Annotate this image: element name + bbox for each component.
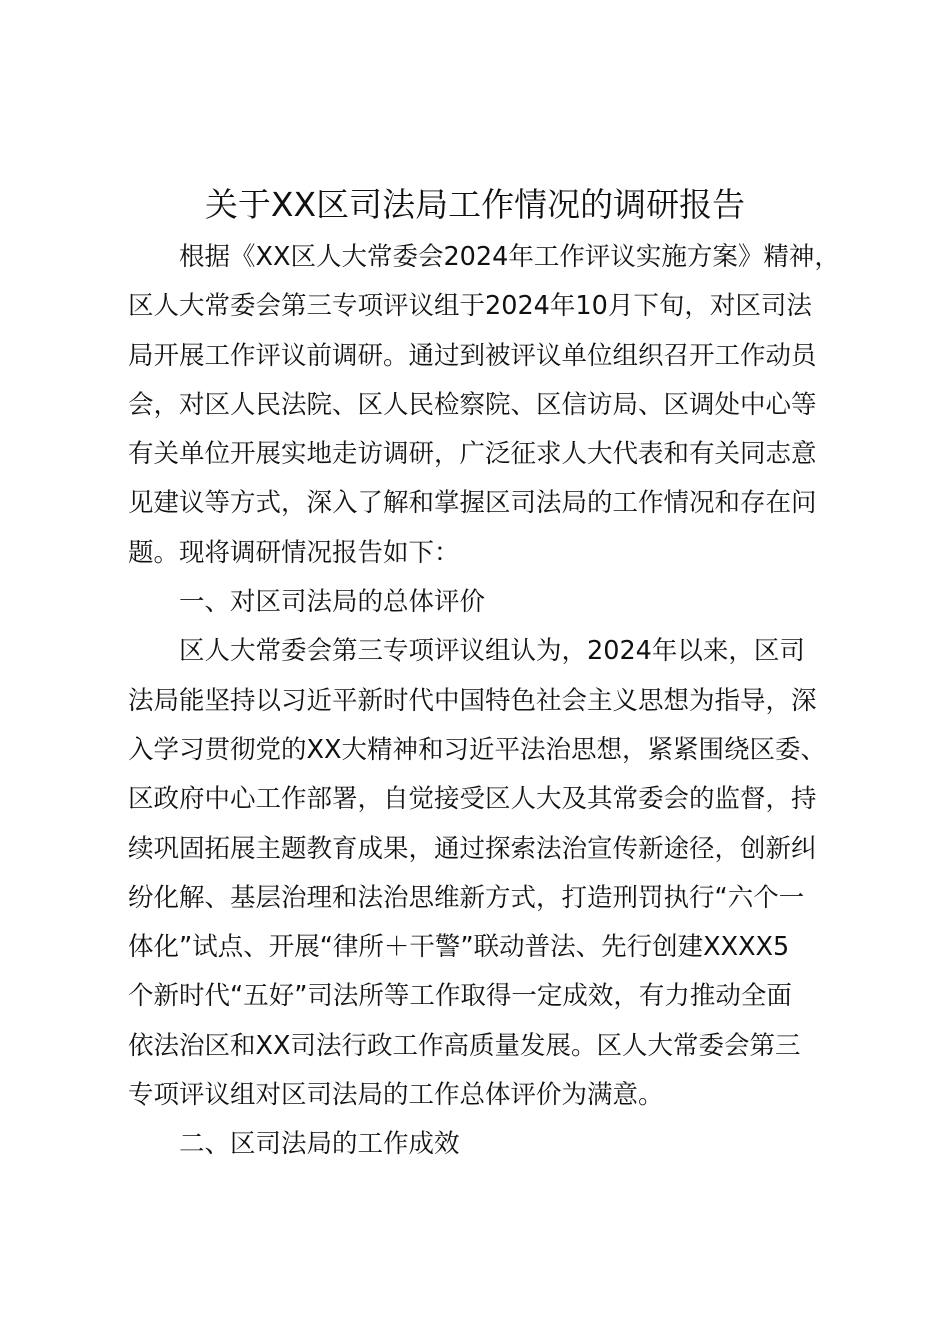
document-title: 关于XX区司法局工作情况的调研报告 (204, 185, 746, 224)
intro-line: 题。现将调研情况报告如下： (128, 537, 460, 568)
section-1-line: 法局能坚持以习近平新时代中国特色社会主义思想为指导，深 (128, 685, 817, 716)
section-1-line: 入学习贯彻党的XX大精神和习近平法治思想，紧紧围绕区委、 (128, 734, 826, 765)
section-1-line: 续巩固拓展主题教育成果，通过探索法治宣传新途径，创新纠 (128, 833, 817, 864)
section-1-line: 专项评议组对区司法局的工作总体评价为满意。 (128, 1080, 664, 1111)
section-1-line: 体化”试点、开展“律所＋干警”联动普法、先行创建XXXX5 (128, 932, 790, 963)
document-body (128, 233, 840, 1170)
section-1-line: 纷化解、基层治理和法治思维新方式，打造刑罚执行“六个一 (128, 882, 805, 913)
section-1-line: 区人大常委会第三专项评议组认为，2024年以来，区司 (179, 636, 805, 667)
intro-line: 根据《XX区人大常委会2024年工作评议实施方案》精神， (179, 242, 840, 272)
intro-line: 有关单位开展实地走访调研，广泛征求人大代表和有关同志意 (128, 439, 817, 470)
section-1-line: 依法治区和XX司法行政工作高质量发展。区人大常委会第三 (128, 1030, 801, 1061)
section-1-paragraph (128, 627, 834, 1120)
intro-line: 会，对区人民法院、区人民检察院、区信访局、区调处中心等 (128, 389, 817, 420)
section-1-line: 区政府中心工作部署，自觉接受区人大及其常委会的监督，持 (128, 784, 817, 815)
intro-line: 区人大常委会第三专项评议组于2024年10月下旬，对区司法 (128, 291, 812, 322)
section-1-heading: 一、对区司法局的总体评价 (179, 587, 486, 618)
intro-paragraph (128, 233, 840, 578)
intro-line: 局开展工作评议前调研。通过到被评议单位组织召开工作动员 (128, 340, 817, 371)
intro-line: 见建议等方式，深入了解和掌握区司法局的工作情况和存在问 (128, 488, 817, 519)
section-1-line: 个新时代“五好”司法所等工作取得一定成效，有力推动全面 (128, 981, 792, 1012)
section-2-heading: 二、区司法局的工作成效 (179, 1129, 460, 1160)
